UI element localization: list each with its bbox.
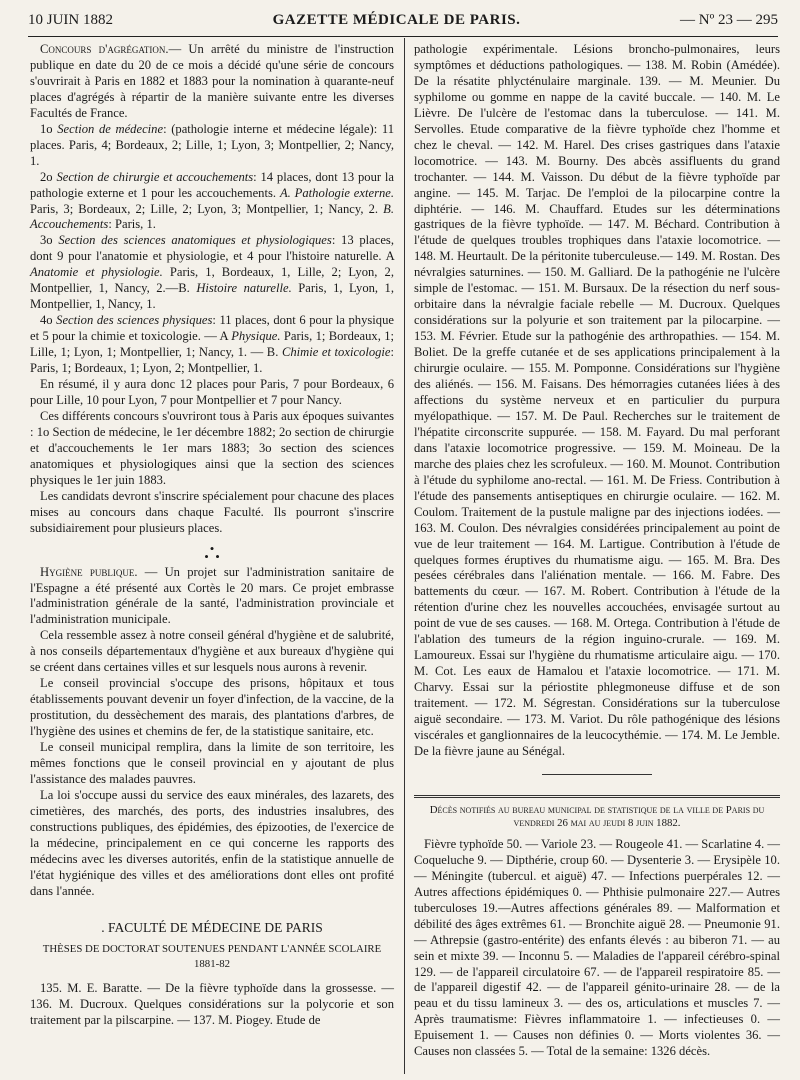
hygiene-paragraph: Le conseil provincial s'occupe des prisons, hôpitaux et tous établissements pouvant devenir un foyer d'infection, de la vaccine, de la prostitution, du dessèchement des marais, des plantations d'arbres, de l'hygiène des usines et chemins de fer, de la statistique sanitaire, etc. [30, 676, 394, 739]
concours-candidats: Les candidats devront s'inscrire spécialement pour chacune des places mises au concours dans chaque Faculté. Ils pourront s'inscrire subsidiairement pour plusieurs places. [30, 488, 394, 535]
deces-statistics: Fièvre typhoïde 50. — Variole 23. — Rougeole 41. — Scarlatine 4. — Coqueluche 9. — Dipthérie, croup 60. — Dysenterie 3. — Erysipèle 10. — Méningite (tubercul. et aiguë) 47. — Infections puerpérales 12. — Autres affections épidémiques 0. — Phthisie pulmonaire 227.— Autres tuberculoses 19.—Autres affections générales 89. — Malformation et débilité des âges extrêmes 61. — Bronchite aiguë 28. — Pneumonie 91. — Athrepsie (gastro-entérite) des enfants élevés : au biberon 71. — au sein et mixte 39. — Inconnu 5. — Maladies de l'appareil cérébro-spinal 129. — de l'appareil circulatoire 67. — de l'appareil respiratoire 85. — de l'appareil digestif 42. — de l'appareil génito-urinaire 28. — de la peau et du tissu lamineux 3. — des os, articulations et muscles 7. — Après traumatisme: Fièvres inflammatoire 1. — infectieuses 0. — Epuisement 1. — Causes non définies 0. — Morts violentes 36. — Causes non classées 5. — Total de la semaine: 1326 décès. [414, 836, 780, 1059]
hygiene-intro: Hygiène publique. — Un projet sur l'administration sanitaire de l'Espagne a été présenté aux Cortès le 20 mars. Ce projet embrasse l'administration générale de la santé, l'administration provinciale et l'administration municipale. [30, 564, 394, 627]
right-column [414, 42, 780, 1060]
section-sciences-physiques: 4o Section des sciences physiques: 11 places, dont 6 pour la physique et 5 pour la chimie et toxicologie. — A Physique. Paris, 1; Bordeaux, 1; Lille, 1; Lyon, 1; Montpellier, 1; Nancy, 1. — B. Chimie et toxicologie: Paris, 1; Bordeaux, 1; Lyon, 2; Montpellier, 1. [30, 313, 395, 376]
asterism-ornament: • • • [204, 540, 220, 564]
column-divider [404, 38, 405, 1074]
issue-page-number: — Nº 23 — 295 [680, 12, 778, 28]
concours-resume: En résumé, il y aura donc 12 places pour Paris, 7 pour Bordeaux, 6 pour Lille, 10 pour Lyon, 7 pour Montpellier et 7 pour Nancy. [30, 377, 394, 407]
left-column [30, 42, 394, 1029]
page-header [28, 12, 778, 34]
deces-title: Décès notifiés au bureau municipal de statistique de la ville de Paris du vendredi 26 mai au jeudi 8 juin 1882. [429, 803, 765, 830]
concours-intro: Concours d'agrégation.— Un arrêté du ministre de l'instruction publique en date du 20 de ce mois a décidé qu'une série de concours s'ouvrirait à Paris en 1882 et 1883 pour la nomination à quarante-neuf places d'agrégés à répartir de la manière suivante entre les diverses Facultés de France. [30, 42, 394, 120]
section-medecine: 1o Section de médecine: (pathologie interne et médecine légale): 11 places. Paris, 4; Bordeaux, 2; Lille, 1; Lyon, 3; Montpellier, 2; Nancy, 1. [30, 121, 394, 168]
section-double-rule [414, 795, 780, 798]
section-chirurgie: 2o Section de chirurgie et accouchements: 14 places, dont 13 pour la pathologie externe et 1 pour les accouchements. A. Pathologie externe. Paris, 3; Bordeaux, 2; Lille, 2; Lyon, 3; Montpellier, 1; Nancy, 2. B. Accouchements: Paris, 1. [30, 169, 395, 232]
theses-list-start: 135. M. E. Baratte. — De la fièvre typhoïde dans la grossesse. — 136. M. Ducroux. Quelques considérations sur la polycorie et son traitement par la pilscarpine. — 137. M. Piogey. Etude de [30, 981, 394, 1028]
section-rule [542, 774, 652, 775]
header-date: 10 JUIN 1882 [28, 12, 113, 28]
faculty-title: . FACULTÉ DE MÉDECINE DE PARIS [101, 919, 323, 935]
hygiene-heading: Hygiène publique. [40, 564, 138, 579]
header-rule [28, 36, 778, 37]
thesis-list-title: THÈSES DE DOCTORAT SOUTENUES PENDANT L'ANNÉE SCOLAIRE 1881-82 [42, 942, 382, 971]
hygiene-paragraph: Cela ressemble assez à notre conseil général d'hygiène et de salubrité, à nos conseils départementaux d'hygiène et aux bureaux d'hygiène qui se créent dans certaines villes et sur lesquels nous aurons à revenir. [30, 628, 394, 675]
concours-dates: Ces différents concours s'ouvriront tous à Paris aux époques suivantes : 1o Section de médecine, le 1er décembre 1882; 2o section de chirurgie et d'accouchements le 1er mars 1883; 3o section des sciences anatomiques et physiologiques ainsi que la section des sciences physiques le 1er juin 1883. [30, 408, 394, 487]
concours-heading: Concours d'agrégation. [40, 42, 169, 56]
section-sciences-anatomiques: 3o Section des sciences anatomiques et physiologiques: 13 places, dont 9 pour l'anatomie et physiologie, et 4 pour l'histoire naturelle. A Anatomie et physiologie. Paris, 1, Bordeaux, 1, Lille, 2; Lyon, 2, Montpellier, 1, Nancy, 2.—B. Histoire naturelle. Paris, 1, Lyon, 1, Montpellier, 1, Nancy, 1. [30, 233, 394, 312]
hygiene-paragraph: La loi s'occupe aussi du service des eaux minérales, des lazarets, des cimetières, des marchés, des ports, des industries insalubres, des constructions publiques, des épidémies, des épizooties, de l'exercice de la médecine, principalement en ce qui concerne les rapports des médecins avec les diverses autorités, enfin de la statistique annuelle de l'état hygiénique des villes et des améliorations dont elles ont profité dans l'année. [30, 787, 394, 898]
hygiene-paragraph: Le conseil municipal remplira, dans la limite de son territoire, les mêmes fonctions que le conseil provincial en y ajoutant de plus l'assistance des malades pauvres. [30, 740, 394, 786]
journal-title: GAZETTE MÉDICALE DE PARIS. [272, 12, 521, 28]
theses-list-continued: pathologie expérimentale. Lésions broncho-pulmonaires, leurs symptômes et déductions pathologiques. — 138. M. Robin (Amédée). De la résatite phlycténulaire marginale. 139. — M. Meunier. Du syphilome ou gomme en nappe de la cavité buccale. — 140. M. Le Lièvre. De l'ulcère de l'estomac dans la tuberculose. — 141. M. Servolles. Etude comparative de la fièvre typhoïde chez l'homme et chez le cheval. — 142. M. Harel. Des crises gastriques dans l'ataxie locomotrice. — 143. M. Bourny. Des abcès assifluents du grand trochanter. — 144. M. Vaisson. Du début de la fièvre typhoïde par angine. — 145. M. Tarjac. De l'emploi de la pilocarpine contre la diphtérie. — 146. M. Chauffard. Etudes sur les déterminations gastriques de la fièvre typhoïde. — 147. M. Béchard. Contribution à l'étude de quelques troubles trophiques dans l'ataxie locomotrice. — 148. M. Heurtault. De la péritonite tuberculeuse.— 149. M. Rostan. Des névralgies saturnines. — 150. M. Galliard. De la pathogénie ne l'ulcère simple de l'estomac. — 151. M. Bursaux. De la résection du nerf sous-orbitaire dans la névralgie faciale rebelle — M. Ducroux. Quelques considérations sur la polyurie et son traitement par la pilocarpine. — 153. M. Février. Etude sur la pathogénie des arthropathies. — 154. M. Boliet. De la greffe cutanée et de ses applications principalement à la chirurgie oculaire. — 155. M. Pomponne. Considérations sur l'hygiène des aliénés. — 156. M. Faisans. Des hémorragies cutanées liées à des affections du système nerveux et en particulier du purpura myélopathique. — 157. M. De Paul. Recherches sur le traitement de l'hépatite circonscrite suppurée. — 158. M. Fayard. Du mal perforant dans l'ataxie locomotrice progressive. — 159. M. Moineau. De la marche des plaies chez les scrofuleux. — 160. M. Mounot. Contribution à l'étude du syphilome ano-rectal. — 161. M. De Friess. Contribution à l'étude des pansements antiseptiques en chirurgie oculaire. — 162. M. Coulom. Traitement de la pustule maligne par des injections iodées. — 163. M. Coulon. Des névralgies considérées principalement au point de vue de leur traitement — 164. M. Lartigue. Contribution à l'étude de quelques formes éruptives du rhumatisme aigu. — 165. M. Bra. Des pesées cérébrales dans l'aliénation mentale. — 166. M. Fabre. Des battements du cœur. — 167. M. Robert. Contribution à l'étude de la rétention d'urine chez les nouvelles accouchées, envisagée surtout au point de vue de ses causes. — 168. M. Ortega. Contribution à l'étude de l'ablation des tumeurs de la région inguino-crurale. — 169. M. Lamoureux. Essai sur l'hygiène du rhumatisme articulaire aigu. — 170. M. Cot. Les eaux de Hamalou et l'ataxie locomotrice. — 171. M. Charvy. Essai sur la périostite phlegmoneuse diffuse et de son traitement. — 172. M. Ségrestan. Considérations sur la tuberculose aiguë secondaire. — 173. M. Variot. Du rôle pathogénique des lésions viscérales et ganglionnaires de la leucocythémie. — 174. M. Le Jemble. De la fièvre jaune au Sénégal. [414, 42, 780, 758]
